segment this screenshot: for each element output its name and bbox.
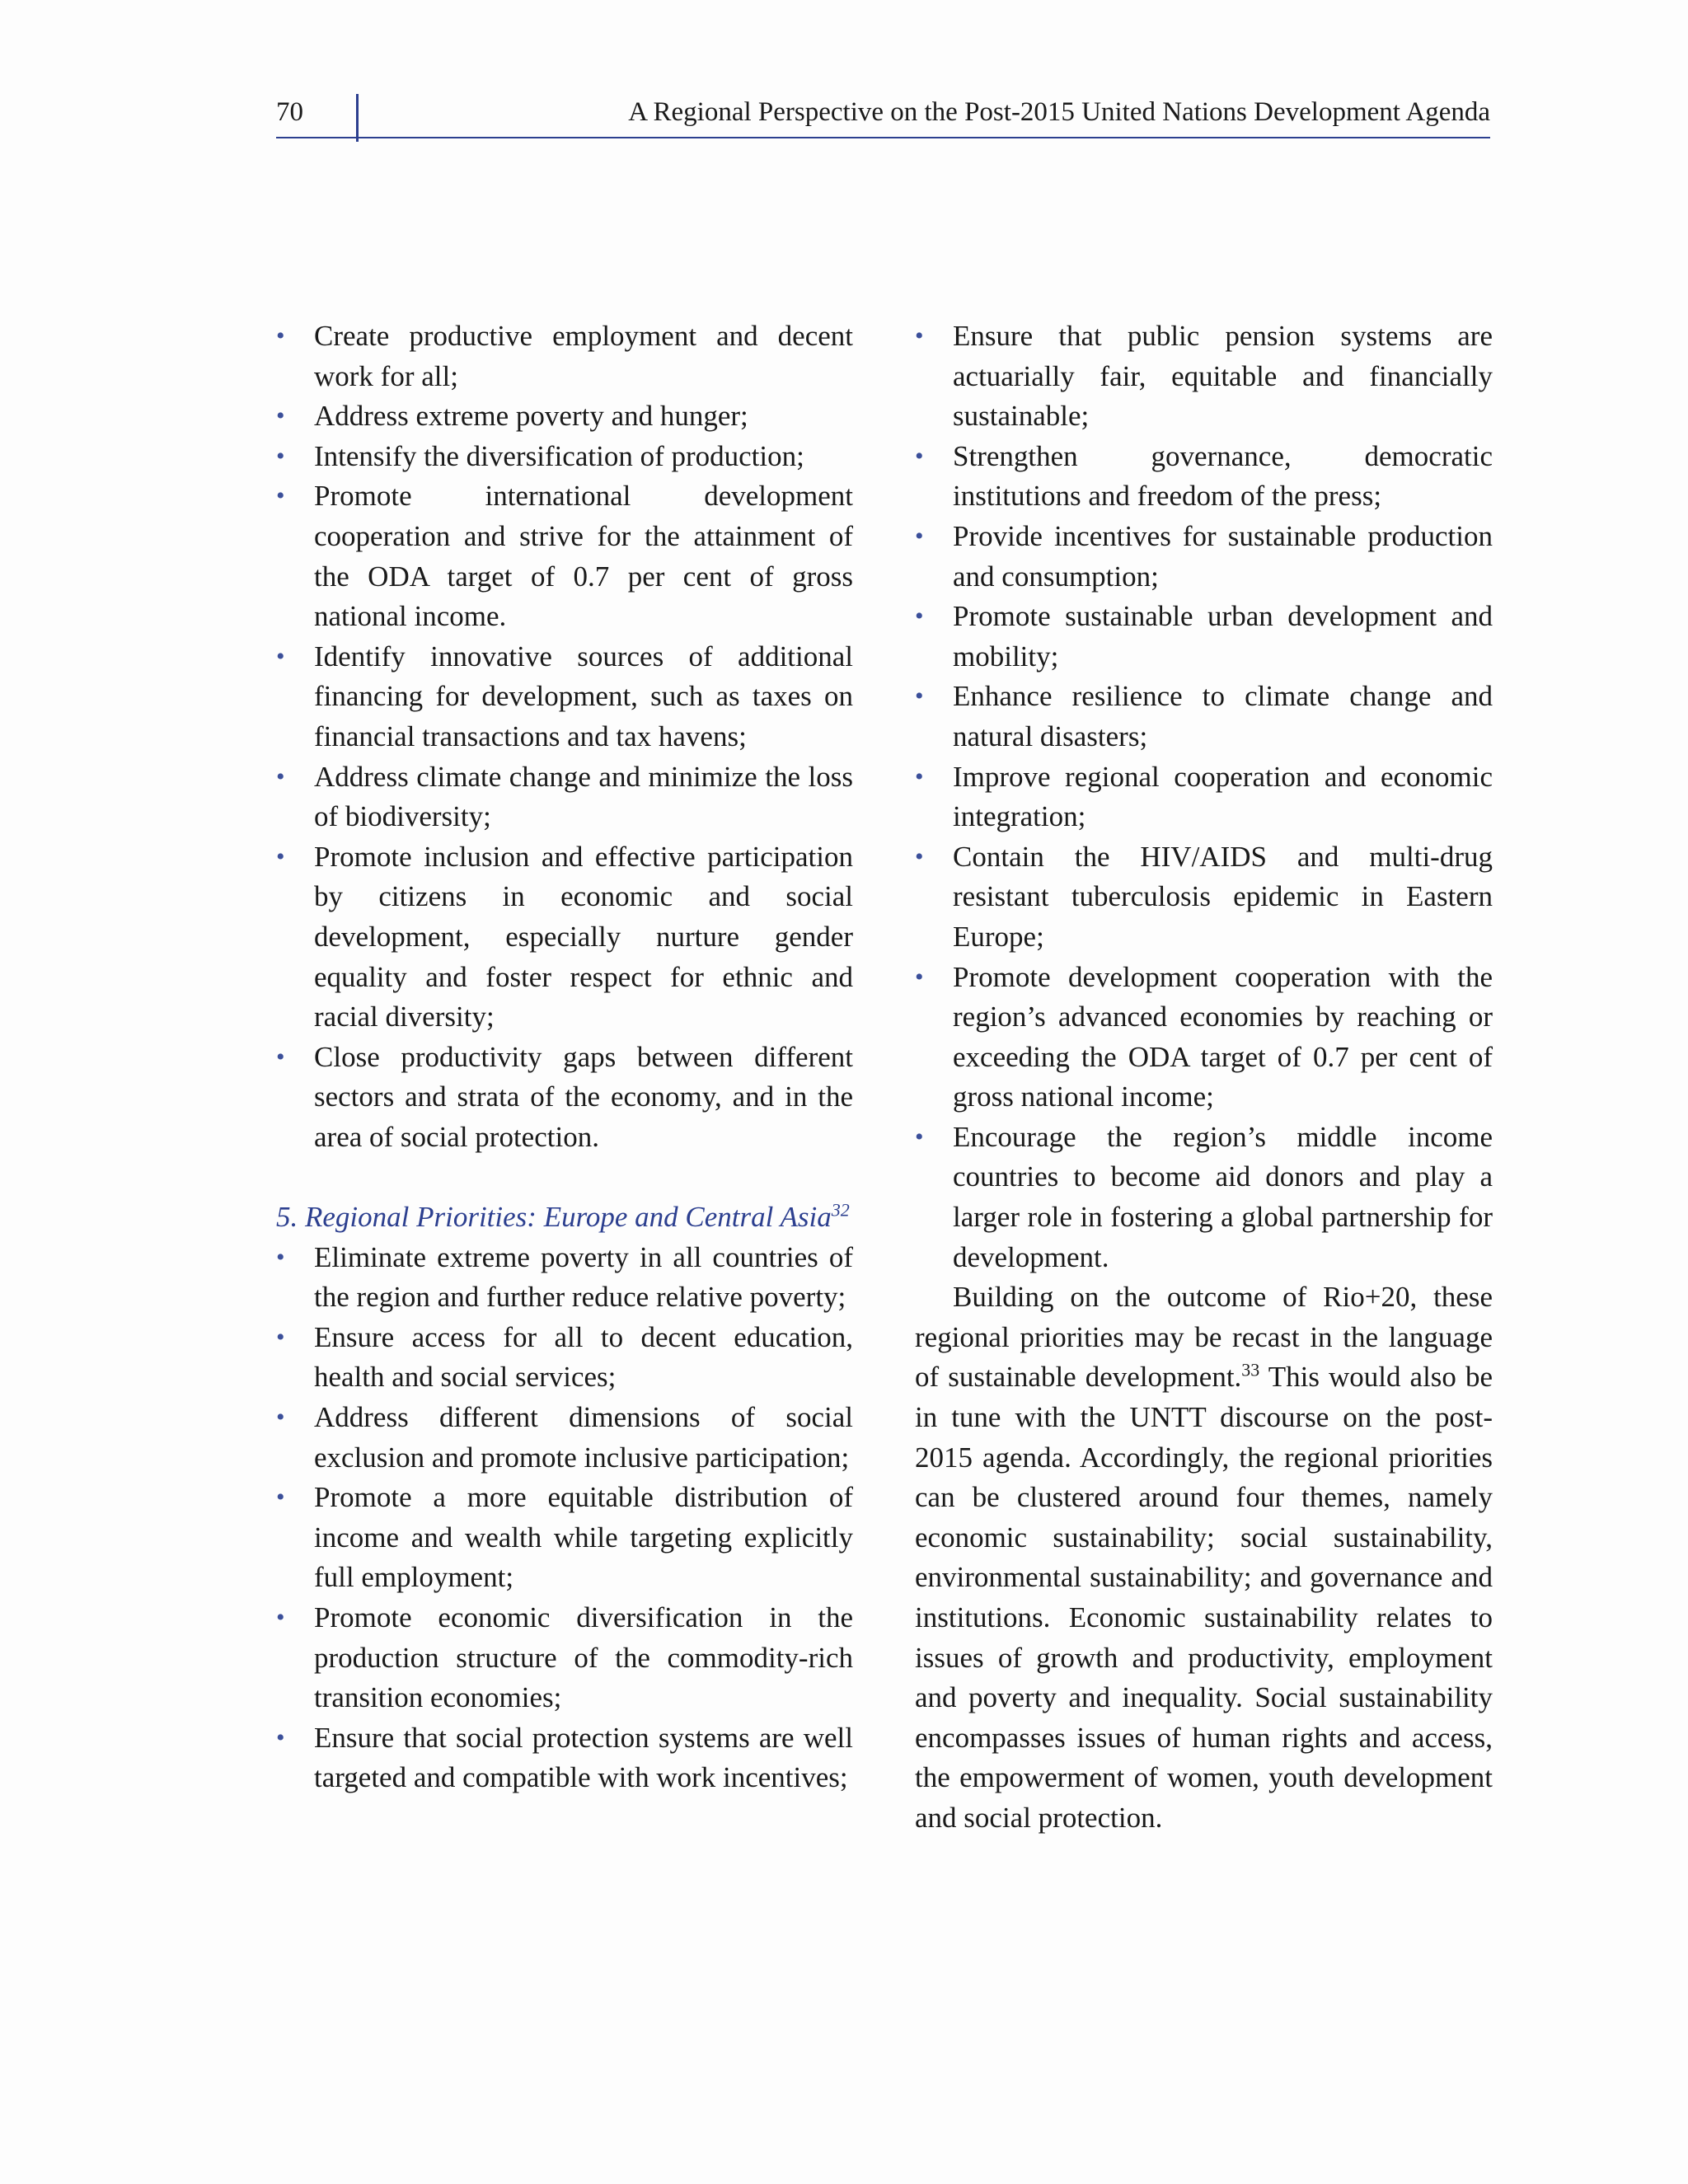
list-item bbox=[915, 517, 1493, 597]
right-column bbox=[915, 316, 1493, 1839]
list-item bbox=[276, 437, 853, 477]
priority-list-latin-america bbox=[276, 316, 853, 1157]
list-item-text: Promote a more equitable distribution of income and wealth while targeting explicitly full employment; bbox=[314, 1481, 853, 1594]
list-item bbox=[915, 757, 1493, 837]
header-separator bbox=[356, 94, 359, 142]
bullet-dot-icon: • bbox=[915, 842, 924, 870]
bullet-dot-icon: • bbox=[276, 1043, 285, 1071]
list-item bbox=[276, 757, 853, 837]
list-item-text: Address different dimensions of social exclusion and promote inclusive participation; bbox=[314, 1401, 853, 1474]
paragraph-text: This would also be in tune with the UNTT discourse on the post-2015 agenda. Accordingly, the regional priorities can be clustered around four themes, namely economic sustainability; social sustainability, environmental sustainability; and governance and institutions. Economic sustainability relates to issues of growth and productivity, employment and poverty and inequality. Social sustainability encompasses issues of human rights and access, the empowerment of women, youth development and social protection. bbox=[915, 1361, 1493, 1834]
header-rule bbox=[276, 137, 1490, 138]
bullet-dot-icon: • bbox=[276, 1243, 285, 1271]
list-item bbox=[915, 437, 1493, 517]
list-item-text: Contain the HIV/AIDS and multi-drug resistant tuberculosis epidemic in Eastern Europe; bbox=[953, 840, 1493, 953]
paragraph-text: Building on the outcome of Rio+20, these regional priorities may be recast in the language of sustainable development. bbox=[915, 1281, 1493, 1394]
body-paragraph bbox=[915, 1277, 1493, 1838]
list-item bbox=[276, 1318, 853, 1398]
priority-list-europe-central-asia bbox=[276, 1238, 853, 1798]
list-item-text: Promote development cooperation with the region’s advanced economies by reaching or exceeding the ODA target of 0.7 per cent of gross national income; bbox=[953, 960, 1493, 1113]
list-item bbox=[276, 1398, 853, 1478]
list-item bbox=[915, 677, 1493, 757]
bullet-dot-icon: • bbox=[276, 402, 285, 430]
list-item bbox=[915, 958, 1493, 1118]
bullet-dot-icon: • bbox=[915, 522, 924, 550]
list-item-text: Create productive employment and decent work for all; bbox=[314, 320, 853, 392]
list-item-text: Improve regional cooperation and economic integration; bbox=[953, 760, 1493, 833]
bullet-dot-icon: • bbox=[276, 322, 285, 349]
list-item bbox=[276, 1598, 853, 1718]
list-item-text: Intensify the diversification of production; bbox=[314, 439, 804, 472]
list-item-text: Address extreme poverty and hunger; bbox=[314, 400, 748, 433]
list-item-text: Promote sustainable urban development and mobility; bbox=[953, 600, 1493, 673]
bullet-dot-icon: • bbox=[915, 602, 924, 630]
list-item-text: Ensure that public pension systems are actuarially fair, equitable and financially sustainable; bbox=[953, 320, 1493, 433]
list-item-text: Close productivity gaps between different sectors and strata of the economy, and in the area of social protection. bbox=[314, 1040, 853, 1153]
bullet-dot-icon: • bbox=[276, 1323, 285, 1351]
list-item-text: Promote inclusion and effective participation by citizens in economic and social development, especially nurture gender equality and foster respect for ethnic and racial diversity; bbox=[314, 840, 853, 1033]
list-item bbox=[276, 316, 853, 396]
bullet-dot-icon: • bbox=[276, 1723, 285, 1751]
list-item-text: Promote economic diversification in the production structure of the commodity-rich transition economies; bbox=[314, 1601, 853, 1714]
section-heading bbox=[276, 1197, 853, 1238]
list-item bbox=[915, 597, 1493, 677]
bullet-dot-icon: • bbox=[276, 482, 285, 510]
footnote-marker: 32 bbox=[831, 1199, 850, 1221]
list-item bbox=[915, 1118, 1493, 1277]
bullet-dot-icon: • bbox=[915, 963, 924, 991]
list-item bbox=[915, 316, 1493, 437]
list-item-text: Encourage the region’s middle income countries to become aid donors and play a larger role in fostering a global partnership for development. bbox=[953, 1120, 1493, 1273]
bullet-dot-icon: • bbox=[276, 762, 285, 790]
page-number: 70 bbox=[276, 97, 303, 127]
list-item bbox=[276, 396, 853, 437]
list-item bbox=[276, 837, 853, 1038]
bullet-dot-icon: • bbox=[276, 1404, 285, 1432]
list-item-text: Provide incentives for sustainable production and consumption; bbox=[953, 519, 1493, 593]
list-item bbox=[276, 476, 853, 636]
running-title: A Regional Perspective on the Post-2015 United Nations Development Agenda bbox=[628, 97, 1490, 127]
list-item-text: Identify innovative sources of additional financing for development, such as taxes on financial transactions and tax havens; bbox=[314, 640, 853, 752]
list-item bbox=[276, 1718, 853, 1798]
section-heading-text: 5. Regional Priorities: Europe and Central Asia bbox=[276, 1201, 832, 1234]
priority-list-continued bbox=[915, 316, 1493, 1277]
list-item-text: Address climate change and minimize the loss of biodiversity; bbox=[314, 760, 853, 833]
bullet-dot-icon: • bbox=[915, 1122, 924, 1151]
list-item bbox=[276, 1038, 853, 1158]
list-item-text: Strengthen governance, democratic institutions and freedom of the press; bbox=[953, 439, 1493, 513]
bullet-dot-icon: • bbox=[915, 762, 924, 790]
footnote-marker: 33 bbox=[1241, 1359, 1260, 1380]
bullet-dot-icon: • bbox=[276, 1483, 285, 1511]
left-column bbox=[276, 316, 853, 1798]
bullet-dot-icon: • bbox=[276, 642, 285, 670]
bullet-dot-icon: • bbox=[276, 442, 285, 470]
bullet-dot-icon: • bbox=[915, 682, 924, 710]
bullet-dot-icon: • bbox=[276, 842, 285, 870]
bullet-dot-icon: • bbox=[276, 1604, 285, 1631]
list-item bbox=[276, 1478, 853, 1598]
list-item bbox=[915, 837, 1493, 958]
list-item-text: Promote international development cooperation and strive for the attainment of the ODA target of 0.7 per cent of gross national income. bbox=[314, 480, 853, 633]
list-item-text: Ensure that social protection systems are well targeted and compatible with work incentives; bbox=[314, 1721, 853, 1794]
bullet-dot-icon: • bbox=[915, 442, 924, 470]
list-item-text: Ensure access for all to decent education, health and social services; bbox=[314, 1320, 853, 1394]
list-item-text: Enhance resilience to climate change and natural disasters; bbox=[953, 680, 1493, 752]
list-item-text: Eliminate extreme poverty in all countries of the region and further reduce relative poverty; bbox=[314, 1240, 853, 1314]
bullet-dot-icon: • bbox=[915, 322, 924, 349]
list-item bbox=[276, 637, 853, 757]
list-item bbox=[276, 1238, 853, 1318]
